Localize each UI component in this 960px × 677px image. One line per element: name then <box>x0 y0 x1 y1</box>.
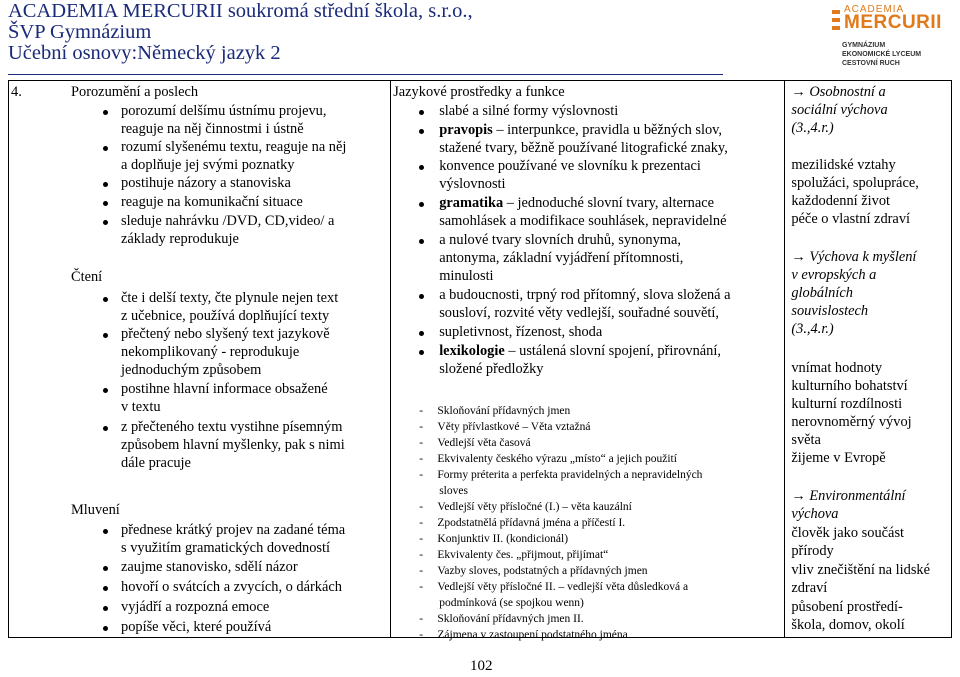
dash-item: - Vazby sloves, podstatných a přídavných jmen <box>419 565 648 577</box>
list-item: sleduje nahrávku /DVD, CD,video/ a <box>121 213 335 229</box>
theme-line: kulturního bohatství <box>791 378 908 394</box>
theme-line: každodenní život <box>791 193 891 209</box>
list-item: slabé a silné formy výslovnosti <box>439 103 619 119</box>
bullet <box>103 626 108 631</box>
list-item: přednese krátký projev na zadané téma <box>121 522 346 538</box>
list-item: pravopis – interpunkce, pravidla u běžných slov, <box>439 122 723 138</box>
theme-line: působení prostředí- <box>791 599 903 615</box>
section-title-listening: Porozumění a poslech <box>71 84 199 100</box>
logo-sub-3: CESTOVNÍ RUCH <box>842 60 900 67</box>
dash-item: - Vedlejší věta časová <box>419 437 531 449</box>
logo-word-2: MERCURII <box>844 12 942 33</box>
theme-line: škola, domov, okolí <box>791 617 905 633</box>
list-item: samohlásek a modifikace souhlásek, nepravidelné <box>439 213 727 229</box>
list-item: nekomplikovaný - reprodukuje <box>121 344 300 360</box>
bullet <box>103 146 108 151</box>
curriculum-table <box>8 80 952 641</box>
header-line-1: ACADEMIA MERCURII soukromá střední škola, s.r.o., <box>8 0 473 22</box>
theme-heading: souvislostech <box>791 303 869 319</box>
bullet <box>103 388 108 393</box>
dash-item: - Vedlejší věty přísločné (I.) – věta kauzální <box>419 501 632 513</box>
list-item: antonyma, základní vyjádření přítomnosti, <box>439 250 684 266</box>
column-language-means <box>391 81 785 641</box>
dash-item: - Vedlejší věty přísločné II. – vedlejší věta důsledková a <box>419 581 689 593</box>
list-item: a nulové tvary slovních druhů, synonyma, <box>439 232 681 248</box>
dash-item: - Skloňování přídavných jmen <box>419 405 571 417</box>
list-item: reaguje na komunikační situace <box>121 194 303 210</box>
list-item: porozumí delšímu ústnímu projevu, <box>121 103 327 119</box>
list-item: výslovnosti <box>439 176 506 192</box>
header-line-2: ŠVP Gymnázium <box>8 21 152 43</box>
list-item: stažené tvary, běžně používané litografické znaky, <box>439 140 728 156</box>
bullet <box>103 333 108 338</box>
list-item: základy reprodukuje <box>121 231 239 247</box>
theme-heading: → Osobnostní a <box>791 84 886 100</box>
dash-item-cont: sloves <box>439 485 468 497</box>
column-cross-curricular <box>785 81 952 638</box>
bullet <box>419 294 424 299</box>
list-item: složené předložky <box>439 361 544 377</box>
list-item: postihne hlavní informace obsažené <box>121 381 328 397</box>
bullet <box>419 202 424 207</box>
bullet <box>103 297 108 302</box>
list-item: supletivnost, řízenost, shoda <box>439 324 603 340</box>
list-item: dále pracuje <box>121 455 191 471</box>
list-item: z učebnice, používá doplňující texty <box>121 308 330 324</box>
dash-item: - Ekvivalenty čes. „přijmout, přijímat“ <box>419 549 609 561</box>
section-title-reading: Čtení <box>71 269 103 285</box>
list-item: postihuje názory a stanoviska <box>121 175 291 191</box>
theme-line: vliv znečištění na lidské <box>791 562 931 578</box>
logo-word-1: ACADEMIA <box>844 4 905 15</box>
list-item: z přečteného textu vystihne písemným <box>121 419 343 435</box>
theme-line: žijeme v Evropě <box>791 450 886 466</box>
dash-item: - Konjunktiv II. (kondicionál) <box>419 533 569 545</box>
theme-line: zdraví <box>791 580 828 596</box>
dash-item: - Věty přívlastkové – Věta vztažná <box>419 421 591 433</box>
bullet <box>103 529 108 534</box>
bullet <box>419 110 424 115</box>
bullet <box>103 566 108 571</box>
list-item: zaujme stanovisko, sdělí názor <box>121 559 298 575</box>
logo-bars-icon <box>832 10 840 34</box>
theme-heading: v evropských a <box>791 267 877 283</box>
theme-heading: → Výchova k myšlení <box>791 249 917 265</box>
theme-heading: (3.,4.r.) <box>791 120 834 136</box>
bullet <box>103 182 108 187</box>
theme-line: přírody <box>791 543 834 559</box>
theme-heading: sociální výchova <box>791 102 888 118</box>
bullet <box>419 239 424 244</box>
list-item: v textu <box>121 399 161 415</box>
dash-item: - Formy préterita a perfekta pravidelných a nepravidelných <box>419 469 703 481</box>
dash-item: - Zpodstatnělá přídavná jména a příčestí I. <box>419 517 626 529</box>
list-item: popíše věci, které používá <box>121 619 272 635</box>
list-item: sousloví, rozvité věty vedlejší, souřadné souvětí, <box>439 305 719 321</box>
theme-line: kulturní rozdílnosti <box>791 396 903 412</box>
list-item: přečtený nebo slyšený text jazykově <box>121 326 330 342</box>
list-item: minulosti <box>439 268 494 284</box>
list-item: konvence používané ve slovníku k prezentaci <box>439 158 701 174</box>
dash-item: - Ekvivalenty českého výrazu „místo“ a jejich použití <box>419 453 677 465</box>
theme-line: péče o vlastní zdraví <box>791 211 911 227</box>
dash-item-cont: podmínková (se spojkou wenn) <box>439 597 584 609</box>
theme-line: spolužáci, spolupráce, <box>791 175 919 191</box>
theme-line: člověk jako součást <box>791 525 905 541</box>
page-number: 102 <box>470 658 493 674</box>
header-rule <box>8 74 723 75</box>
list-item: a budoucnosti, trpný rod přítomný, slova složená a <box>439 287 731 303</box>
list-item: čte i delší texty, čte plynule nejen text <box>121 290 339 306</box>
bullet <box>103 220 108 225</box>
list-item: hovoří o svátcích a zvycích, o dárkách <box>121 579 342 595</box>
theme-heading: (3.,4.r.) <box>791 321 834 337</box>
bullet <box>419 331 424 336</box>
bullet <box>419 165 424 170</box>
theme-heading: globálních <box>791 285 853 301</box>
theme-heading: → Environmentální <box>791 488 906 504</box>
dash-item: - Zájmena v zastoupení podstatného jména <box>419 629 628 641</box>
logo-sub-2: EKONOMICKÉ LYCEUM <box>842 51 922 58</box>
list-item: rozumí slyšenému textu, reaguje na něj <box>121 139 347 155</box>
list-item: gramatika – jednoduché slovní tvary, alternace <box>439 195 714 211</box>
theme-line: vnímat hodnoty <box>791 360 883 376</box>
dash-item: - Skloňování přídavných jmen II. <box>419 613 584 625</box>
language-means-title: Jazykové prostředky a funkce <box>393 84 565 100</box>
list-item: lexikologie – ustálená slovní spojení, přirovnání, <box>439 343 721 359</box>
theme-line: světa <box>791 432 821 448</box>
theme-heading: výchova <box>791 506 839 522</box>
bullet <box>103 426 108 431</box>
logo-sub-1: GYMNÁZIUM <box>842 42 886 49</box>
list-item: způsobem hlavní myšlenky, pak s nimi <box>121 437 345 453</box>
list-item: s využitím gramatických dovedností <box>121 540 331 556</box>
bullet <box>419 350 424 355</box>
column-outputs <box>9 81 391 638</box>
list-item: jednoduchým způsobem <box>121 362 262 378</box>
theme-line: mezilidské vztahy <box>791 157 896 173</box>
list-item: vyjádří a rozpozná emoce <box>121 599 270 615</box>
school-logo <box>832 2 954 74</box>
row-number: 4. <box>11 84 22 100</box>
header-line-3: Učební osnovy:Německý jazyk 2 <box>8 42 281 64</box>
section-title-speaking: Mluvení <box>71 502 120 518</box>
list-item: reaguje na něj činnostmi i ústně <box>121 121 304 137</box>
bullet <box>103 586 108 591</box>
bullet <box>419 129 424 134</box>
bullet <box>103 606 108 611</box>
list-item: a doplňuje jej svými poznatky <box>121 157 295 173</box>
theme-line: nerovnoměrný vývoj <box>791 414 912 430</box>
bullet <box>103 110 108 115</box>
bullet <box>103 201 108 206</box>
